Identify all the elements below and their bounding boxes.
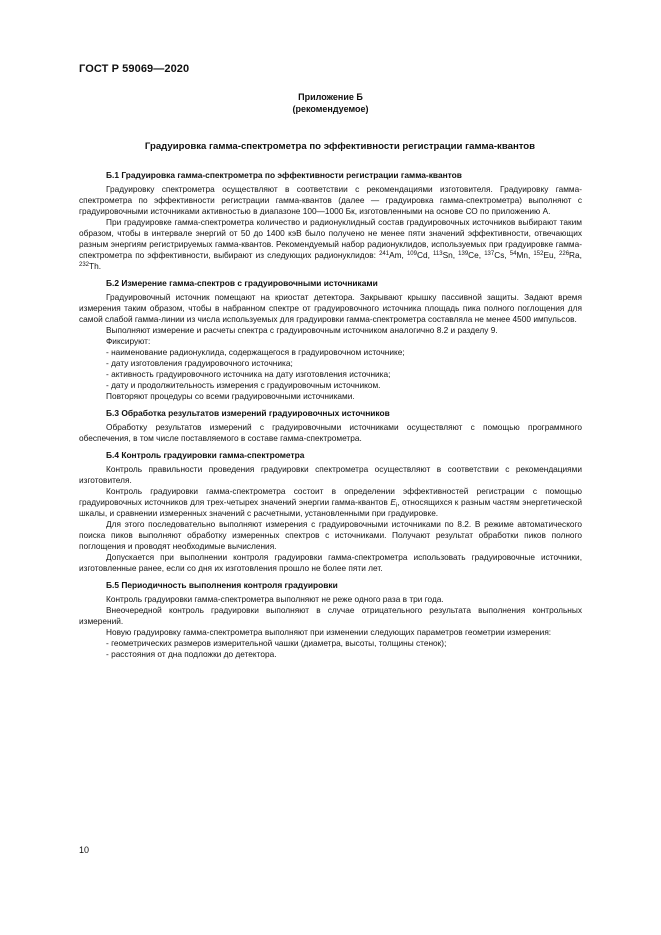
nuclide-symbol: Th (89, 261, 99, 271)
nuclide-mass: 137 (484, 251, 495, 257)
list-item: - дату изготовления градуировочного источника; (106, 358, 582, 369)
nuclide-symbol: Eu (543, 250, 554, 260)
section-heading-b4: Б.4 Контроль градуировки гамма-спектрометра (106, 450, 305, 460)
list-item: - наименование радионуклида, содержащегося в градуировочном источнике; (106, 347, 582, 358)
energy-index: i (395, 503, 398, 509)
nuclide (458, 250, 479, 260)
appendix-subtitle: (рекомендуемое) (292, 104, 369, 114)
main-title: Градуировка гамма-спектрометра по эффективности регистрации гамма-квантов (144, 141, 536, 152)
nuclide (379, 250, 401, 260)
appendix-heading (0, 91, 661, 115)
nuclide (79, 261, 99, 271)
fix-list (79, 347, 582, 391)
list-item: - геометрических размеров измерительной чашки (диаметра, высоты, толщины стенок); (106, 638, 582, 649)
list-item: - дату и продолжительность измерения с градуировочным источником. (106, 380, 582, 391)
nuclide (484, 250, 504, 260)
nuclide-mass: 54 (509, 251, 517, 257)
nuclide-symbol: Ce (468, 250, 479, 260)
paragraph: Новую градуировку гамма-спектрометра выполняют при изменении следующих параметров геометрии измерения: (106, 627, 552, 637)
page-number: 10 (79, 845, 90, 855)
list-item: - активность градуировочного источника на дату изготовления источника; (106, 369, 582, 380)
paragraph-energy (79, 486, 582, 519)
paragraph-text: Контроль градуировки гамма-спектрометра состоит в определении эффективностей регистрации с помощью градуировочных источников для трех-четырех значений энергии гамма-квантов (79, 486, 582, 507)
paragraph: Обработку результатов измерений с градуировочными источниками осуществляют с помощью программного обеспечения, в том числе поставляемого в составе гамма-спектрометра. (79, 422, 582, 443)
nuclide-symbol: Mn (516, 250, 528, 260)
appendix-title: Приложение Б (298, 92, 363, 102)
nuclide-mass: 113 (433, 251, 443, 257)
paragraph: Фиксируют: (106, 336, 151, 346)
nuclide-symbol: Am (389, 250, 402, 260)
nuclide (433, 250, 453, 260)
paragraph-text: , относящихся к разным частям энергетической шкалы, и сравнении измеренных значений с расчетными, установленными при градуировке. (79, 497, 582, 518)
nuclide-mass: 232 (79, 262, 90, 268)
section-heading-b5: Б.5 Периодичность выполнения контроля градуировки (106, 580, 338, 590)
list-item: - расстояния от дна подложки до детектора. (106, 649, 582, 660)
paragraph: Контроль градуировки гамма-спектрометра выполняют не реже одного раза в три года. (106, 594, 444, 604)
paragraph-nuclides (79, 217, 582, 272)
nuclide-list: $^{241}$Am, $^{109}$Cd, $^{113}$Sn, $^{139}$Ce, $^{137}$Cs, $^{54}$Mn, $^{152}$Eu, $^{226}$Ra, $^{232}$Th. (79, 250, 582, 271)
nuclide-mass: 109 (406, 251, 417, 257)
document-header: ГОСТ Р 59069—2020 (79, 63, 190, 75)
paragraph: Повторяют процедуры со всеми градуировочными источниками. (106, 391, 355, 401)
paragraph-text: При градуировке гамма-спектрометра количество и радионуклидный состав градуировочных источников выбирают таким образом, чтобы в интервале энергий от 50 до 1400 кэВ было получено не менее пяти значений эффективности, отвечающих разным энергиям регистрируемых гамма-квантов. Рекомендуемый набор радионуклидов, используемых при градуировке гамма-спектрометра по эффективности, выбирают из следующих радионуклидов: (79, 217, 582, 260)
nuclide-symbol: Cd (416, 250, 428, 260)
nuclide (533, 250, 553, 260)
nuclide-symbol: Ra (569, 250, 580, 260)
nuclide (407, 250, 428, 260)
nuclide-mass: 226 (559, 251, 570, 257)
paragraph: Контроль правильности проведения градуировки спектрометра осуществляют в соответствии с рекомендациями изготовителя. (79, 464, 582, 485)
section-heading-b1: Б.1 Градуировка гамма-спектрометра по эффективности регистрации гамма-квантов (106, 170, 462, 180)
document-body (79, 170, 582, 660)
section-heading-b3: Б.3 Обработка результатов измерений градуировочных источников (106, 408, 390, 418)
nuclide (510, 250, 528, 260)
geometry-list (79, 638, 582, 660)
nuclide-symbol: Cs (494, 250, 505, 260)
nuclide (559, 250, 580, 260)
paragraph: Градуировку спектрометра осуществляют в соответствии с рекомендациями изготовителя. Градуировку гамма-спектрометра по эффективности регистрации гамма-квантов (далее — градуировка гамма-спектрометра) выполняют с градуировочными источниками активностью в диапазоне 100—1000 Бк, изготовленными на основе СО по приложению А. (79, 184, 582, 216)
nuclide-symbol: Sn (442, 250, 453, 260)
energy-variable: E (390, 497, 396, 507)
paragraph: Градуировочный источник помещают на криостат детектора. Закрывают крышку пассивной защиты. Задают время измерения таким образом, чтобы в набранном спектре от градуировочного источника площадь пика полного поглощения для самой слабой гамма-линии из числа используемых для градуировки гамма-спектрометра составляла не менее 4500 импульсов. (79, 292, 582, 324)
paragraph: Для этого последовательно выполняют измерения с градуировочными источниками по 8.2. В режиме автоматического поиска пиков выполняют обработку измеренных спектров с источниками. Получают результат обработки пиков полного поглощения и проводят необходимые вычисления. (79, 519, 582, 551)
nuclide-mass: 152 (533, 251, 544, 257)
nuclide-mass: 139 (458, 251, 469, 257)
section-heading-b2: Б.2 Измерение гамма-спектров с градуировочными источниками (106, 278, 378, 288)
paragraph: Выполняют измерение и расчеты спектра с градуировочным источником аналогично 8.2 и разделу 9. (106, 325, 498, 335)
paragraph: Допускается при выполнении контроля градуировки гамма-спектрометра использовать градуировочные источники, изготовленные ранее, если со дня их изготовления прошло не более пяти лет. (79, 552, 582, 573)
nuclide-mass: 241 (379, 251, 390, 257)
paragraph: Внеочередной контроль градуировки выполняют в случае отрицательного результата выполнения контрольных измерений. (79, 605, 582, 626)
